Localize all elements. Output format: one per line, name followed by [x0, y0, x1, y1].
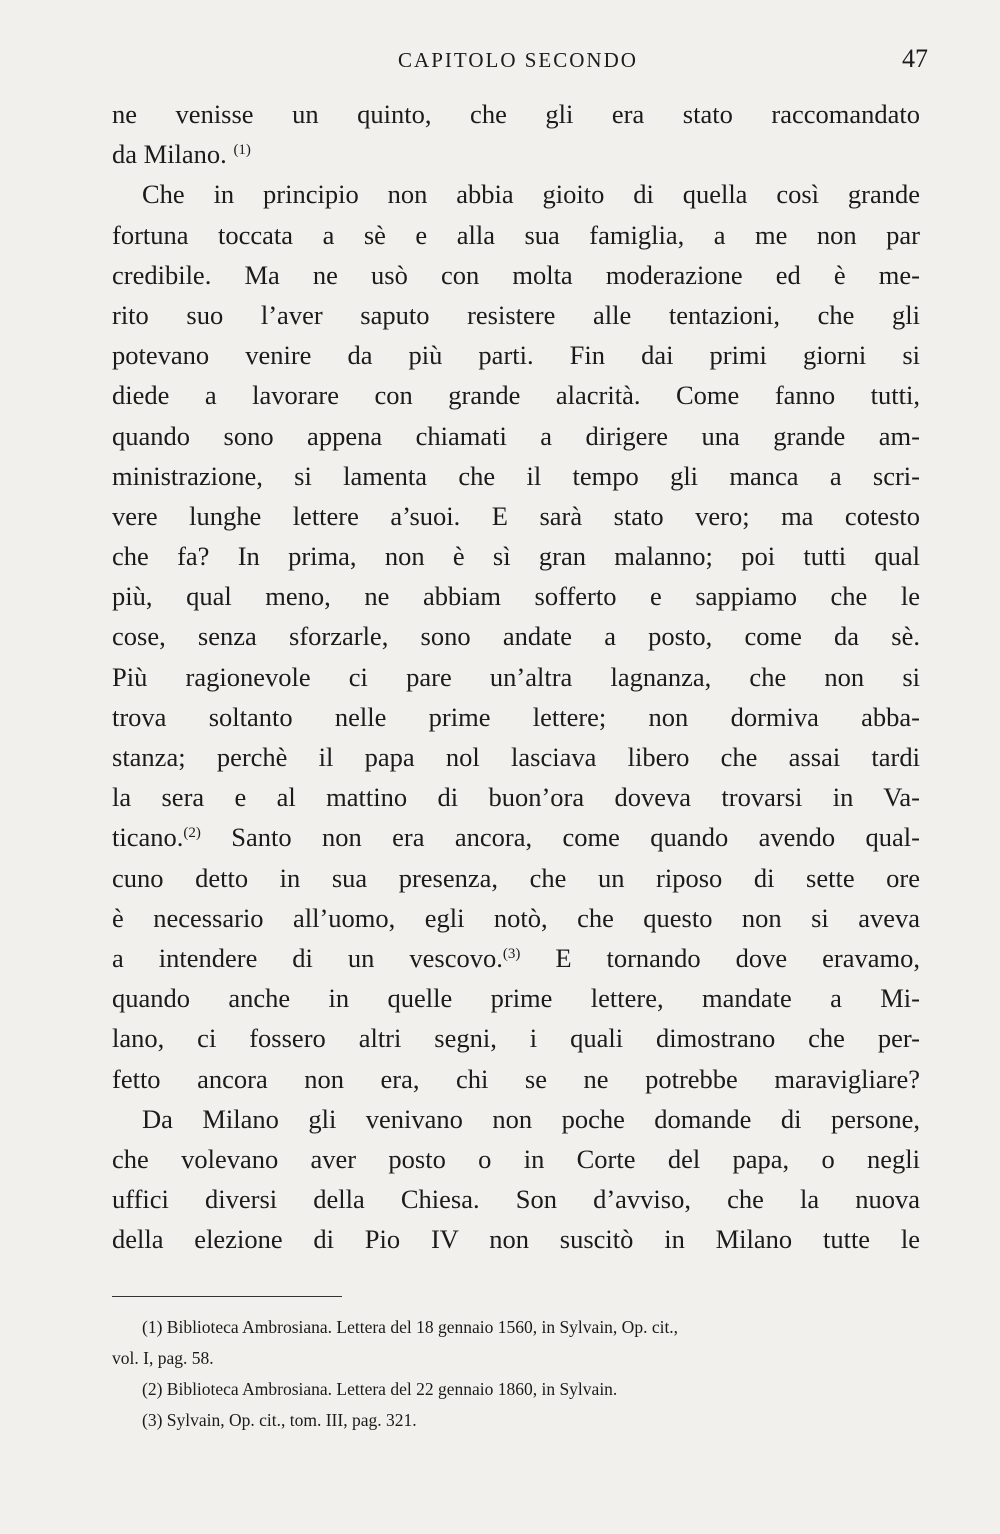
text-line: fetto ancora non era, chi se ne potrebbe maravigliare?: [112, 1063, 920, 1094]
text-line: diede a lavorare con grande alacrità. Come fanno tutti,: [112, 380, 920, 411]
text-line: Che in principio non abbia gioito di quella così grande: [142, 179, 920, 210]
footnote-line: vol. I, pag. 58.: [112, 1348, 214, 1368]
page-header: [108, 44, 928, 80]
text-line: rito suo l’aver saputo resistere alle tentazioni, che gli: [112, 299, 920, 330]
text-line: lano, ci fossero altri segni, i quali dimostrano che per-: [112, 1023, 920, 1054]
text-line: uffici diversi della Chiesa. Son d’avviso, che la nuova: [112, 1184, 920, 1215]
body-text: [112, 94, 920, 1259]
paragraph-2: [112, 174, 920, 1098]
text-line: Più ragionevole ci pare un’altra lagnanza, che non si: [112, 661, 920, 692]
paragraph-1: [112, 94, 920, 174]
page-number: 47: [902, 44, 928, 73]
text-line: ministrazione, si lamenta che il tempo gli manca a scri-: [112, 460, 920, 491]
text-line: cose, senza sforzarle, sono andate a posto, come da sè.: [112, 621, 920, 652]
text-line: a intendere di un vescovo.$^{(3)}$ E tornando dove eravamo,: [112, 942, 921, 973]
text-line: che volevano aver posto o in Corte del papa, o negli: [112, 1143, 920, 1174]
footnote-line: (2) Biblioteca Ambrosiana. Lettera del 22 gennaio 1860, in Sylvain.: [142, 1379, 618, 1399]
footnote-3: [112, 1405, 920, 1436]
paragraph-3: [112, 1099, 920, 1260]
text-line: credibile. Ma ne usò con molta moderazione ed è me-: [112, 259, 920, 290]
text-line: trova soltanto nelle prime lettere; non dormiva abba-: [112, 701, 920, 732]
text-line: più, qual meno, ne abbiam sofferto e sappiamo che le: [112, 581, 920, 612]
text-line: che fa? In prima, non è sì gran malanno; poi tutti qual: [112, 541, 920, 572]
footnote-mark-1: (1): [233, 142, 251, 159]
footnote-line: (3) Sylvain, Op. cit., tom. III, pag. 321.: [142, 1410, 417, 1430]
footnotes: [112, 1312, 920, 1436]
footnote-2: [112, 1374, 920, 1405]
text-line: vere lunghe lettere a’suoi. E sarà stato vero; ma cotesto: [112, 500, 920, 531]
text-line: la sera e al mattino di buon’ora doveva trovarsi in Va-: [112, 782, 920, 813]
text-line: è necessario all’uomo, egli notò, che questo non si aveva: [112, 902, 920, 933]
text-line: ticano.$^{(2)}$ Santo non era ancora, come quando avendo qual-: [112, 822, 920, 853]
text-line: della elezione di Pio IV non suscitò in Milano tutte le: [112, 1224, 920, 1255]
text-line: ne venisse un quinto, che gli era stato raccomandato: [112, 99, 920, 129]
text-line: cuno detto in sua presenza, che un riposo di sette ore: [112, 862, 920, 893]
running-head: CAPITOLO SECONDO: [398, 48, 638, 72]
footnote-line: (1) Biblioteca Ambrosiana. Lettera del 18 gennaio 1560, in Sylvain, Op. cit.,: [142, 1317, 679, 1337]
footnote-rule: [112, 1296, 342, 1297]
text-line: da Milano. $^{(1)}$: [112, 139, 251, 170]
text-line: Da Milano gli venivano non poche domande di persone,: [142, 1103, 920, 1134]
text-line: stanza; perchè il papa nol lasciava libero che assai tardi: [112, 742, 920, 772]
footnote-mark-2: (2): [183, 825, 201, 842]
text-line: fortuna toccata a sè e alla sua famiglia, a me non par: [112, 219, 920, 250]
text-line: quando anche in quelle prime lettere, mandate a Mi-: [112, 983, 920, 1014]
text-line: quando sono appena chiamati a dirigere una grande am-: [112, 420, 920, 451]
text-line: potevano venire da più parti. Fin dai primi giorni si: [112, 340, 920, 371]
footnote-1: [112, 1312, 920, 1374]
footnote-mark-3: (3): [502, 945, 521, 962]
